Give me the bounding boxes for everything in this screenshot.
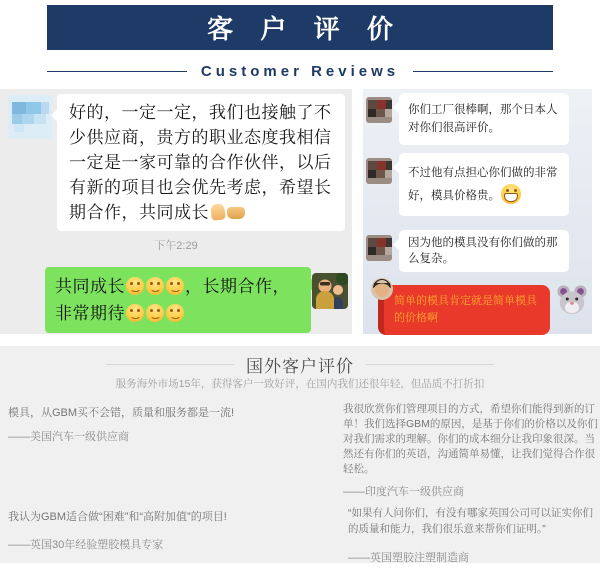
message-text: 因为他的模具没有你们做的那么复杂。 — [408, 237, 558, 265]
message-text: 你们工厂很棒啊，那个日本人对你们很高评价。 — [408, 104, 558, 134]
handshake-emoji-icon — [227, 207, 245, 219]
testimonial-quote: 我认为GBM适合做“困难”和“高附加值”的项目! — [8, 511, 227, 523]
customer-avatar-blurred — [8, 95, 52, 139]
sender-avatar-mini — [371, 278, 393, 300]
message-text: ，长期合作，非常期待 — [55, 277, 290, 323]
smile-emoji-icon — [146, 304, 164, 322]
foreign-reviews-section — [0, 346, 600, 563]
testimonial-quote: 我很欣赏你们管理项目的方式，希望你们能得到新的订单！我们选择GBM的原因，是基于你们的价格以及你们对我们需求的理解。你们的成本细分让我印象很深。当然还有你们的英语，沟通简单易懂，让我们觉得合作很轻松。 — [343, 403, 598, 475]
wechat-screenshot-right — [363, 89, 592, 334]
section-subtitle: 服务海外市场15年，获得客户一致好评，在国内我们还很年轻，但品质不打折扣 — [115, 378, 485, 390]
customer-avatar-blurred — [366, 97, 392, 123]
testimonial-quote: “如果有人问你们，有没有哪家英国公司可以证实你们的质量和能力，我们很乐意来帮你们证明。” — [348, 507, 593, 535]
divider-line-right — [366, 364, 494, 365]
chat-message-received — [57, 94, 345, 231]
smile-emoji-icon — [126, 304, 144, 322]
page-title-banner — [47, 5, 553, 50]
chat-timestamp: 下午2:29 — [154, 240, 198, 252]
message-text: 好的，一定一定，我们也接触了不少供应商，贵方的职业态度我相信一定是一家可靠的合作伙伴，以后有新的项目也会优先考虑，希望长期合作，共同成长 — [69, 103, 332, 222]
message-text: 简单的模具肯定就是简单模具的价格啊 — [394, 295, 537, 324]
smile-emoji-icon — [166, 277, 184, 295]
smile-emoji-icon — [146, 277, 164, 295]
page-subtitle-en: Customer Reviews — [200, 62, 400, 80]
page-subheader — [47, 61, 553, 81]
smile-emoji-icon — [126, 277, 144, 295]
chat-message-highlight-red — [378, 285, 550, 335]
chat-message-sent — [45, 267, 311, 333]
testimonial-quote: 模具，从GBM买不会错，质量和服务都是一流! — [8, 407, 235, 419]
grin-emoji-icon — [501, 184, 521, 204]
section-title: 国外客户评价 — [246, 357, 354, 376]
smile-emoji-icon — [166, 304, 184, 322]
mouse-sticker-icon — [556, 283, 588, 315]
pray-emoji-icon — [210, 203, 226, 220]
testimonial-source: ——英国塑胶注塑制造商 — [348, 552, 469, 564]
customer-avatar-blurred — [366, 158, 392, 184]
chat-message-received — [399, 153, 569, 216]
message-text: 不过他有点担心你们做的非常好，模具价格贵。 — [408, 167, 558, 202]
message-text: 共同成长 — [55, 277, 125, 296]
chat-message-received — [399, 93, 569, 145]
divider-line-left — [106, 364, 234, 365]
wechat-screenshot-left — [0, 89, 352, 334]
page-title: 客 户 评 价 — [207, 14, 403, 44]
testimonial-source: ——美国汽车一级供应商 — [8, 431, 129, 443]
divider-line-right — [413, 71, 553, 72]
section-title-row — [0, 352, 600, 377]
testimonial-source: ——印度汽车一级供应商 — [343, 486, 464, 498]
testimonial-source: ——英国30年经验塑胶模具专家 — [8, 539, 164, 551]
customer-avatar-blurred — [366, 235, 392, 261]
sender-avatar-photo — [312, 273, 348, 309]
divider-line-left — [47, 71, 187, 72]
chat-message-received — [399, 230, 569, 272]
